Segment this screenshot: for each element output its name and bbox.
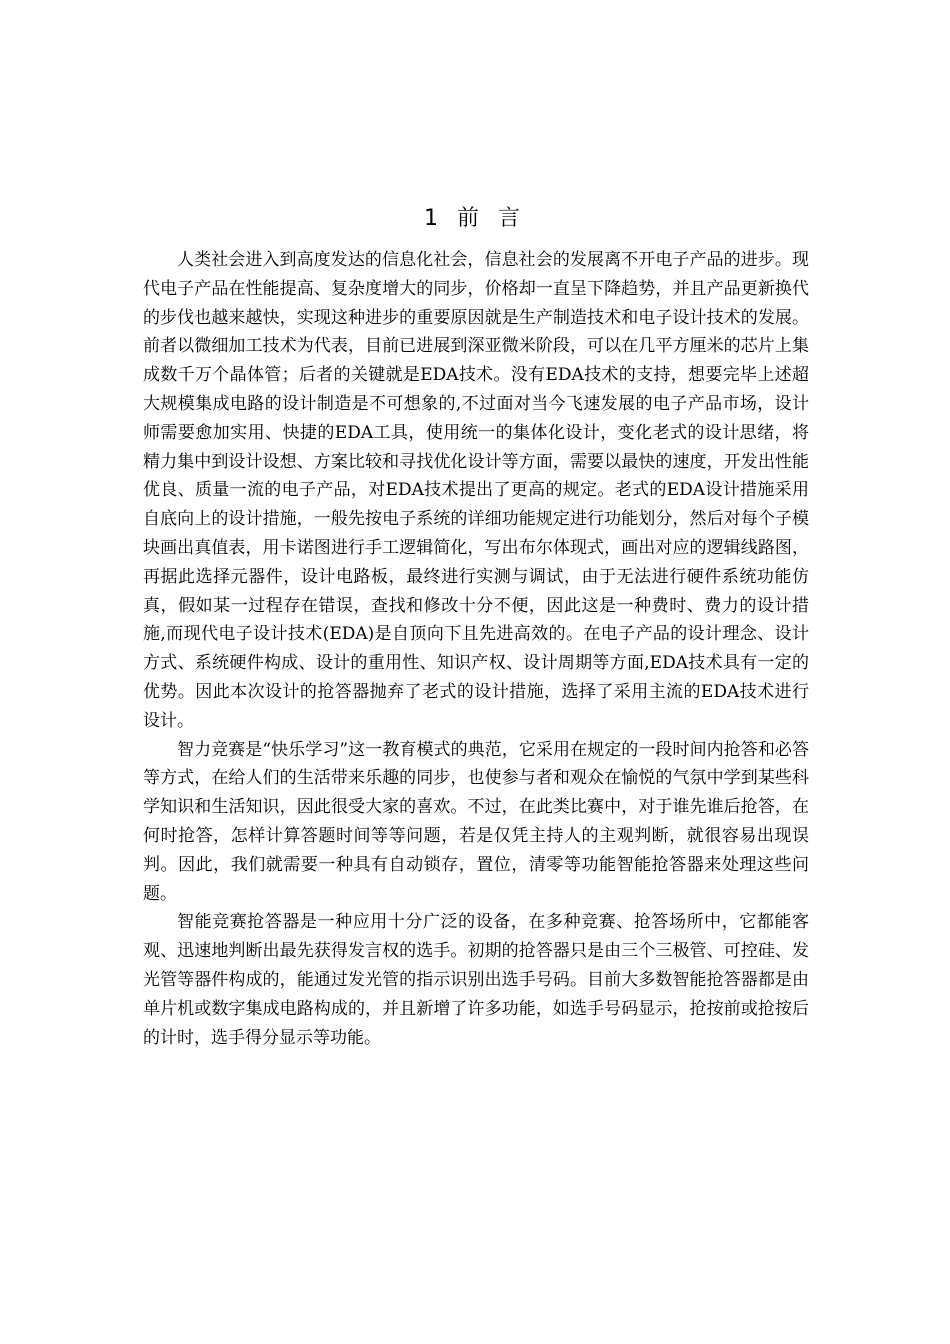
section-heading: 1 前 言 xyxy=(424,206,526,231)
body-text xyxy=(143,246,809,1052)
paragraph-1: 人类社会进入到高度发达的信息化社会，信息社会的发展离不开电子产品的进步。现代电子产品在性能提高、复杂度增大的同步，价格却一直呈下降趋势，并且产品更新换代的步伐也越来越快，实现这种进步的重要原因就是生产制造技术和电子设计技术的发展。前者以微细加工技术为代表，目前已进展到深亚微米阶段，可以在几平方厘米的芯片上集成数千万个晶体管；后者的关键就是EDA技术。没有EDA技术的支持，想要完毕上述超大规模集成电路的设计制造是不可想象的,不过面对当今飞速发展的电子产品市场，设计师需要愈加实用、快捷的EDA工具，使用统一的集体化设计，变化老式的设计思绪，将精力集中到设计设想、方案比较和寻找优化设计等方面，需要以最快的速度，开发出性能优良、质量一流的电子产品，对EDA技术提出了更高的规定。老式的EDA设计措施采用自底向上的设计措施，一般先按电子系统的详细功能规定进行功能划分，然后对每个子模块画出真值表，用卡诺图进行手工逻辑简化，写出布尔体现式，画出对应的逻辑线路图，再据此选择元器件，设计电路板，最终进行实测与调试，由于无法进行硬件系统功能仿真，假如某一过程存在错误，查找和修改十分不便，因此这是一种费时、费力的设计措施,而现代电子设计技术(EDA)是自顶向下且先进高效的。在电子产品的设计理念、设计方式、系统硬件构成、设计的重用性、知识产权、设计周期等方面,EDA技术具有一定的优势。因此本次设计的抢答器抛弃了老式的设计措施，选择了采用主流的EDA技术进行设计。 xyxy=(143,250,809,731)
paragraph-2: 智力竞赛是“快乐学习”这一教育模式的典范，它采用在规定的一段时间内抢答和必答等方式，在给人们的生活带来乐趣的同步，也使参与者和观众在愉悦的气氛中学到某些科学知识和生活知识，因此很受大家的喜欢。不过，在此类比赛中，对于谁先谁后抢答，在何时抢答，怎样计算答题时间等等问题，若是仅凭主持人的主观判断，就很容易出现误判。因此，我们就需要一种具有自动锁存，置位，清零等功能智能抢答器来处理这些问题。 xyxy=(143,739,809,904)
paragraph-3: 智能竞赛抢答器是一种应用十分广泛的设备，在多种竞赛、抢答场所中，它都能客观、迅速地判断出最先获得发言权的选手。初期的抢答器只是由三个三极管、可控硅、发光管等器件构成的，能通过发光管的指示识别出选手号码。目前大多数智能抢答器都是由单片机或数字集成电路构成的，并且新增了许多功能，如选手号码显示，抢按前或抢按后的计时，选手得分显示等功能。 xyxy=(143,912,809,1048)
